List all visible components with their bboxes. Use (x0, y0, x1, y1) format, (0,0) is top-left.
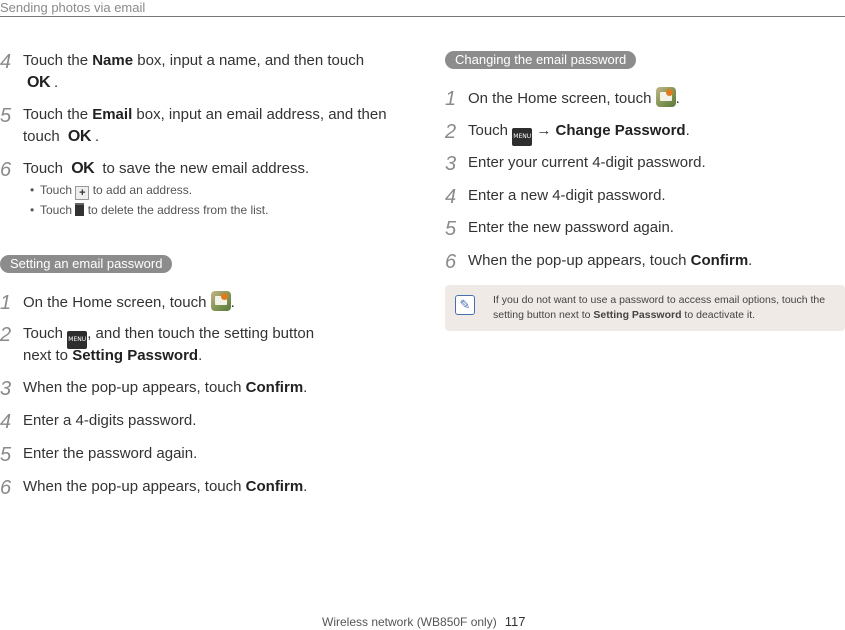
header-divider (0, 16, 845, 17)
menu-button-icon: MENU (67, 331, 87, 349)
step-number: 5 (0, 105, 12, 127)
bullet-add-address: • Touch + to add an address. (30, 183, 193, 199)
ok-button-icon: OK (67, 128, 91, 145)
ok-button-icon: OK (71, 160, 95, 177)
step-number: 4 (0, 51, 12, 73)
footer-section: Wireless network (WB850F only) (322, 615, 497, 629)
plus-icon: + (75, 186, 89, 200)
step-number: 6 (0, 159, 12, 181)
section-heading-setting-password: Setting an email password (0, 255, 172, 273)
bullet-delete-address: • Touch to delete the address from the list. (30, 203, 269, 217)
ok-button-icon: OK (27, 74, 50, 91)
note-pencil-icon: ✎ (455, 295, 475, 315)
page-number: 117 (504, 614, 526, 629)
note-box (445, 285, 845, 331)
home-network-icon (211, 291, 231, 311)
home-network-icon (656, 87, 676, 107)
menu-button-icon: MENU (512, 128, 532, 146)
section-heading-changing-password: Changing the email password (445, 51, 636, 69)
trash-icon (75, 203, 84, 216)
page-header-title: Sending photos via email (0, 0, 146, 15)
note-text: If you do not want to use a password to access email options, touch the setting button next to Setting Password to deactivate it. (493, 294, 826, 321)
page-footer (322, 614, 525, 629)
